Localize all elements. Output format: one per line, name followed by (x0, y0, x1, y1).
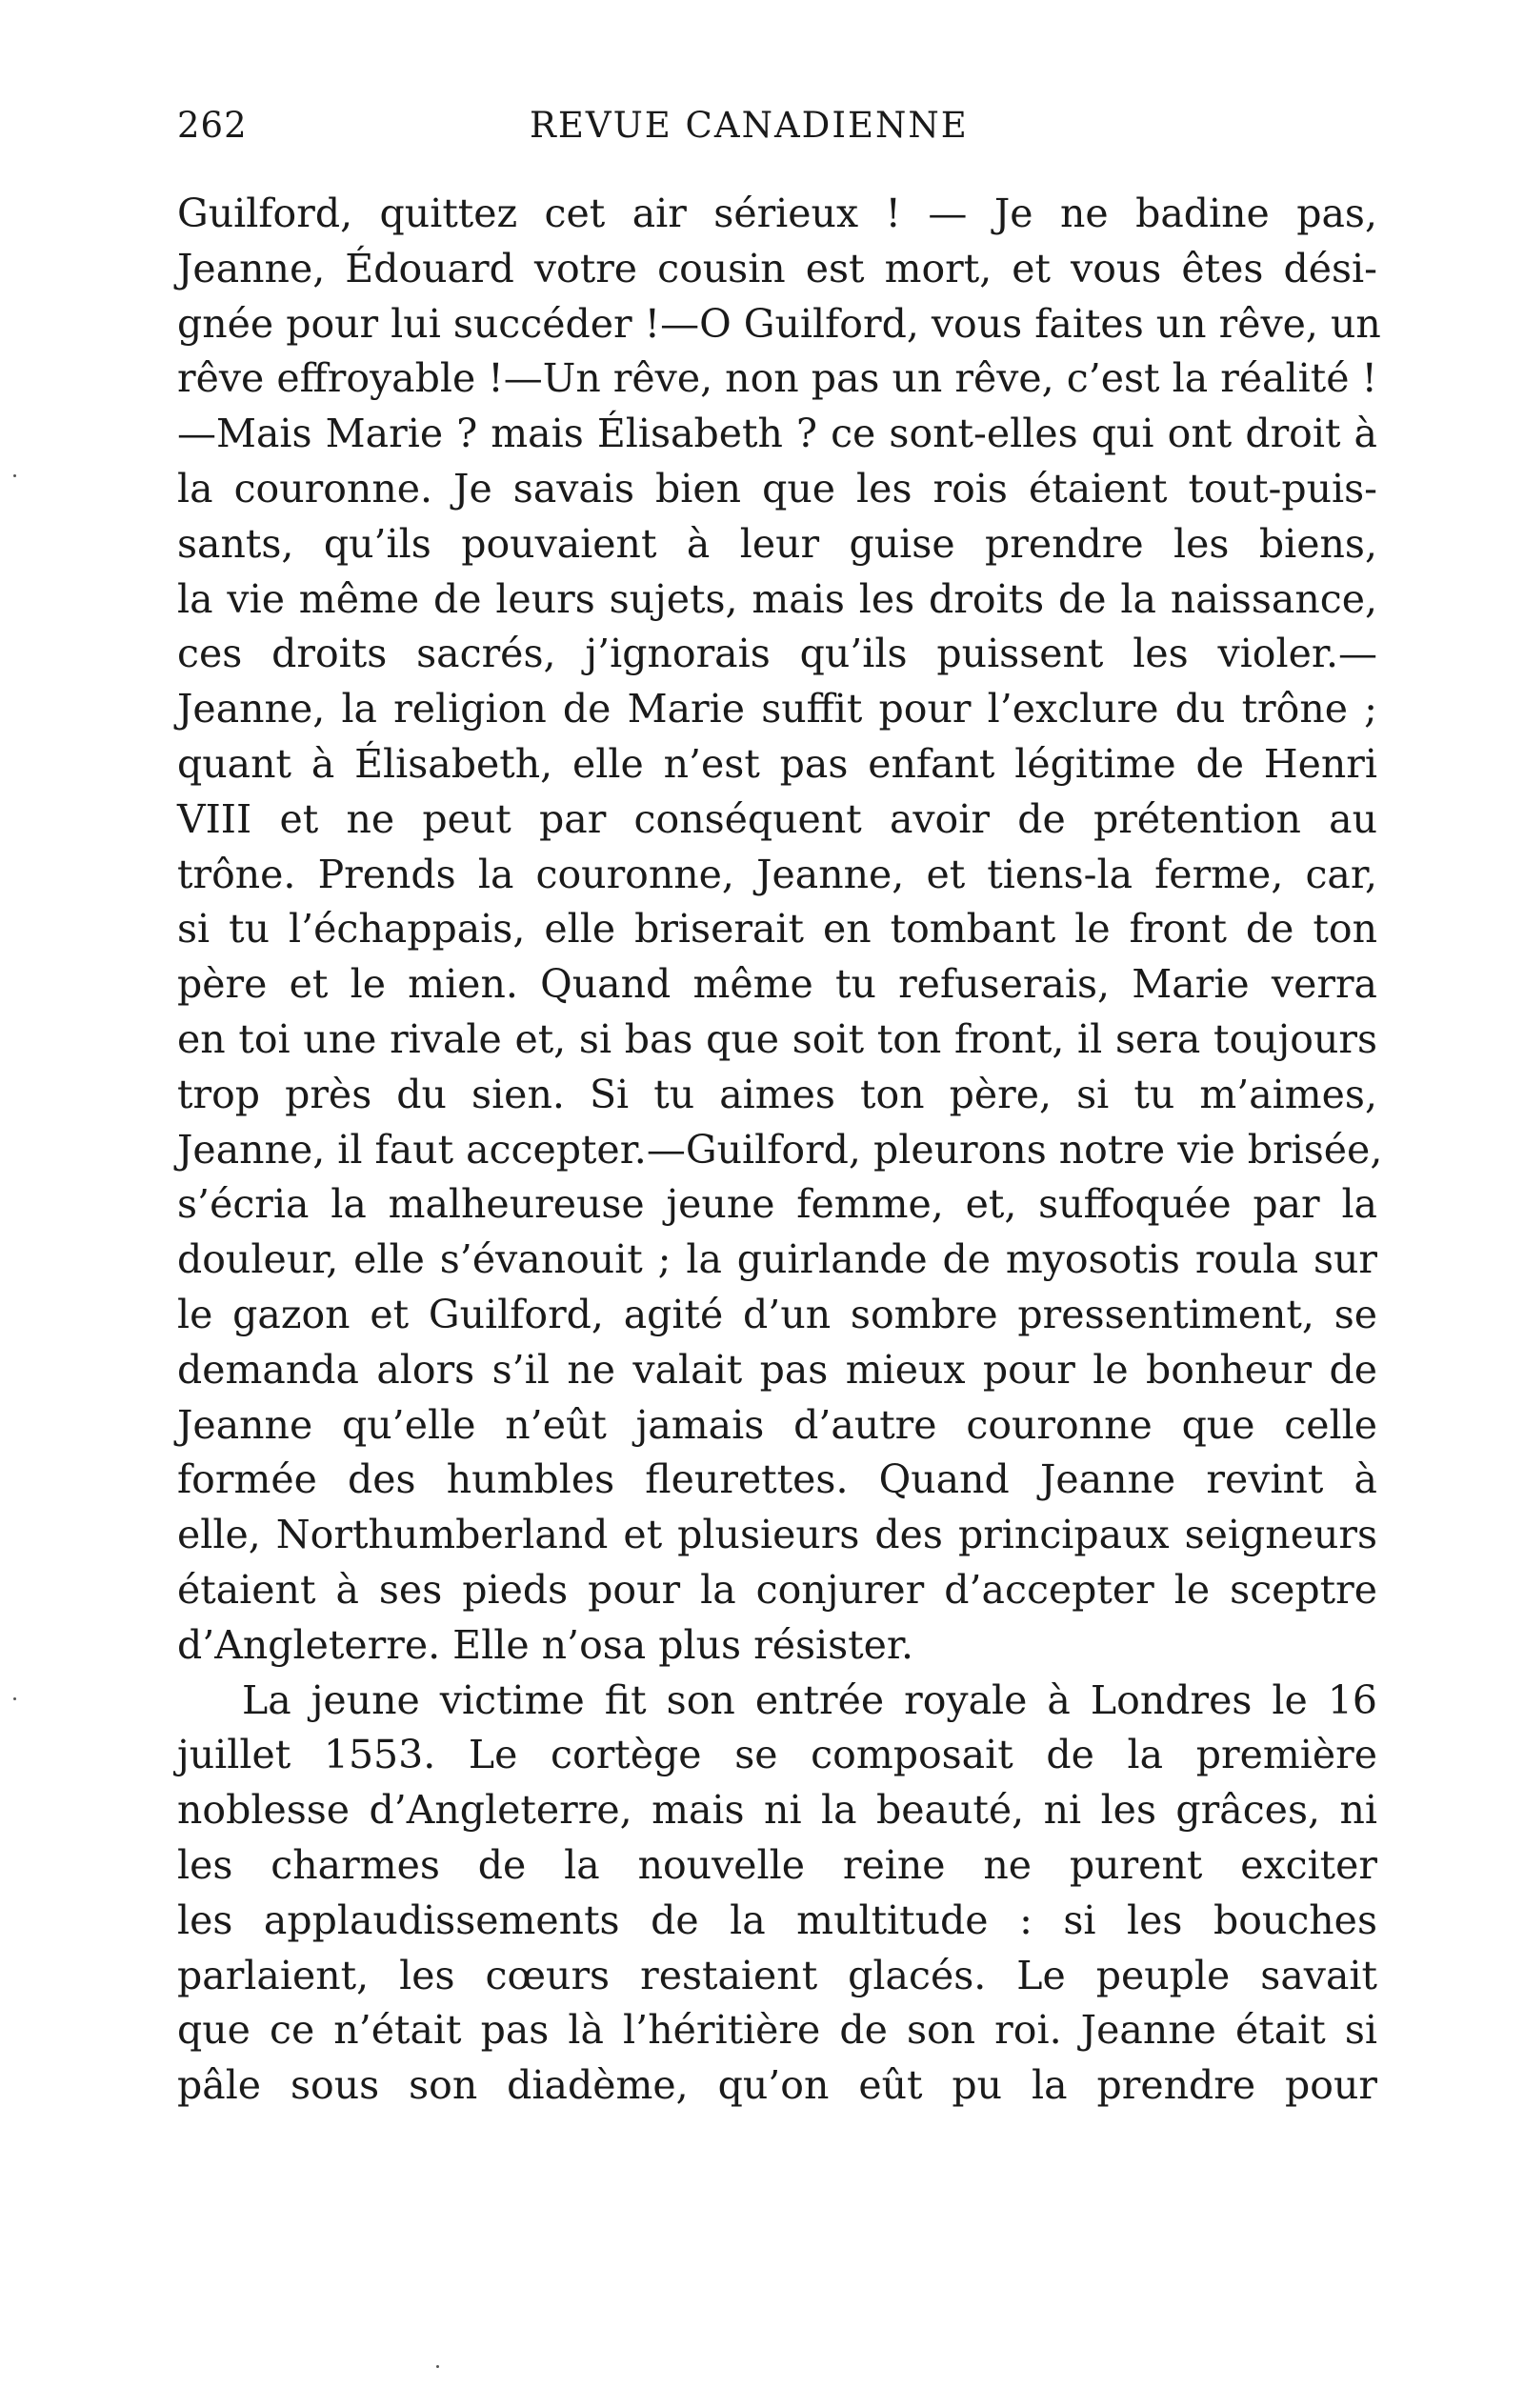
text-line: elle, Northumberland et plusieurs des principaux seigneurs (177, 1512, 1377, 1558)
text-line: étaient à ses pieds pour la conjurer d’accepter le sceptre (177, 1566, 1377, 1613)
text-line: VIII et ne peut par conséquent avoir de prétention au (177, 795, 1377, 842)
text-line: le gazon et Guilford, agité d’un sombre pressentiment, se (177, 1291, 1377, 1337)
journal-title: REVUE CANADIENNE (530, 105, 969, 146)
text-line: demanda alors s’il ne valait pas mieux pour le bonheur de (177, 1346, 1377, 1393)
text-line: Jeanne, il faut accepter.—Guilford, pleurons notre vie brisée, (177, 1126, 1383, 1173)
text-line: —Mais Marie ? mais Élisabeth ? ce sont-elles qui ont droit à (177, 411, 1377, 457)
text-line: d’Angleterre. Elle n’osa plus résister. (177, 1621, 914, 1668)
running-head (177, 105, 996, 162)
text-line: ces droits sacrés, j’ignorais qu’ils puissent les violer.— (177, 631, 1377, 677)
text-line: s’écria la malheureuse jeune femme, et, suffoquée par la (177, 1181, 1377, 1228)
text-line: la vie même de leurs sujets, mais les droits de la naissance, (177, 575, 1377, 622)
print-speck (13, 1697, 16, 1700)
text-line: rêve effroyable !—Un rêve, non pas un rêve, c’est la réalité ! (177, 355, 1377, 402)
text-line: formée des humbles fleurettes. Quand Jeanne revint à (177, 1456, 1377, 1503)
print-speck (436, 2365, 439, 2368)
text-line: juillet 1553. Le cortège se composait de la première (177, 1732, 1377, 1778)
text-line: que ce n’était pas là l’héritière de son roi. Jeanne était si (177, 2007, 1377, 2054)
text-line: les applaudissements de la multitude : si les bouches (177, 1896, 1377, 1943)
text-line: si tu l’échappais, elle briserait en tombant le front de ton (177, 906, 1377, 953)
text-line: quant à Élisabeth, elle n’est pas enfant légitime de Henri (177, 740, 1377, 787)
text-line: sants, qu’ils pouvaient à leur guise prendre les biens, (177, 520, 1377, 567)
text-line: trône. Prends la couronne, Jeanne, et tiens-la ferme, car, (177, 851, 1377, 897)
text-line: noblesse d’Angleterre, mais ni la beauté, ni les grâces, ni (177, 1787, 1377, 1834)
body-text (177, 187, 1383, 2114)
text-line: parlaient, les cœurs restaient glacés. Le peuple savait (177, 1952, 1377, 1998)
text-line: père et le mien. Quand même tu refuserais, Marie verra (177, 961, 1377, 1008)
text-line: Jeanne qu’elle n’eût jamais d’autre couronne que celle (177, 1401, 1377, 1448)
text-line: pâle sous son diadème, qu’on eût pu la prendre pour (177, 2062, 1377, 2109)
text-line: Guilford, quittez cet air sérieux ! — Je ne badine pas, (177, 191, 1377, 236)
text-line: Jeanne, Édouard votre cousin est mort, et vous êtes dési- (177, 245, 1377, 291)
text-line: Jeanne, la religion de Marie suffit pour l’exclure du trône ; (177, 686, 1377, 732)
text-line: douleur, elle s’évanouit ; la guirlande de myosotis roula sur (177, 1236, 1377, 1283)
text-line: trop près du sien. Si tu aimes ton père, si tu m’aimes, (177, 1071, 1377, 1117)
page-number: 262 (177, 105, 248, 146)
text-line: les charmes de la nouvelle reine ne purent exciter (177, 1841, 1377, 1888)
paragraph-start-line: La jeune victime fit son entrée royale à Londres le 16 (242, 1676, 1377, 1723)
text-line: en toi une rivale et, si bas que soit ton front, il sera toujours (177, 1015, 1377, 1062)
print-speck (13, 474, 16, 477)
text-line: gnée pour lui succéder !—O Guilford, vous faites un rêve, un (177, 300, 1381, 347)
text-line: la couronne. Je savais bien que les rois étaient tout-puis- (177, 465, 1377, 512)
